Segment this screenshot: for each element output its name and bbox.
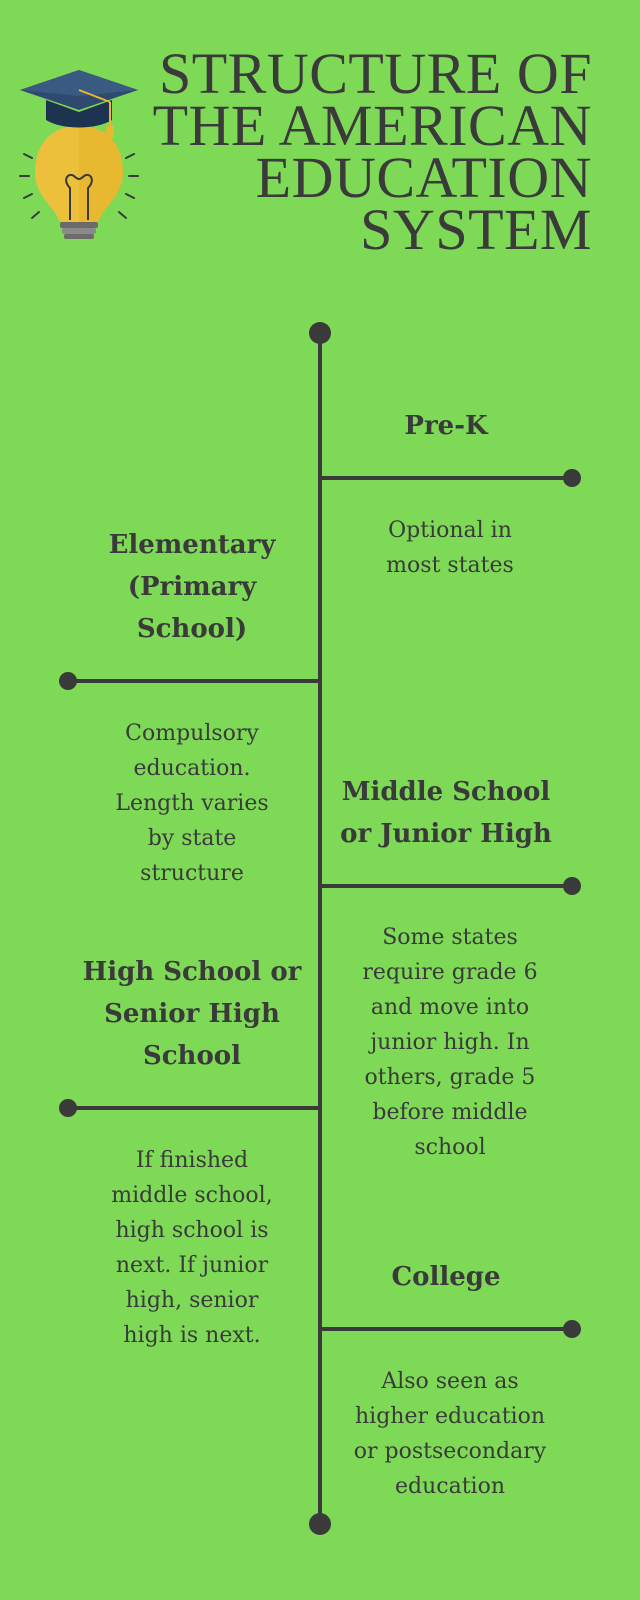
title-line: EDUCATION	[255, 145, 592, 210]
stage-description-high-school: If finished middle school, high school is next. If junior high, senior high is next.	[111, 1148, 273, 1348]
branch-dot-pre-k	[563, 469, 581, 487]
stage-heading-middle-school: Middle School or Junior High	[340, 777, 552, 849]
stage-description-pre-k: Optional in most states	[386, 518, 514, 578]
branch-dot-middle-school	[563, 877, 581, 895]
branch-dot-elementary	[59, 672, 77, 690]
title-line: THE AMERICAN	[152, 93, 592, 158]
stage-heading-college: College	[391, 1262, 501, 1292]
stage-description-elementary: Compulsory education. Length varies by state structure	[115, 721, 269, 886]
stage-description-college: Also seen as higher education or postsecondary education	[353, 1369, 547, 1499]
timeline-start-dot	[309, 322, 331, 344]
branch-dot-high-school	[59, 1099, 77, 1117]
stage-heading-pre-k: Pre-K	[404, 411, 488, 441]
title-line: SYSTEM	[360, 197, 592, 262]
title-line: STRUCTURE OF	[158, 41, 592, 106]
stage-description-middle-school: Some states require grade 6 and move into junior high. In others, grade 5 before middle school	[362, 925, 538, 1160]
stage-heading-elementary: Elementary (Primary School)	[108, 530, 276, 644]
branch-dot-college	[563, 1320, 581, 1338]
stage-heading-high-school: High School or Senior High School	[82, 957, 302, 1071]
timeline-end-dot	[309, 1513, 331, 1535]
